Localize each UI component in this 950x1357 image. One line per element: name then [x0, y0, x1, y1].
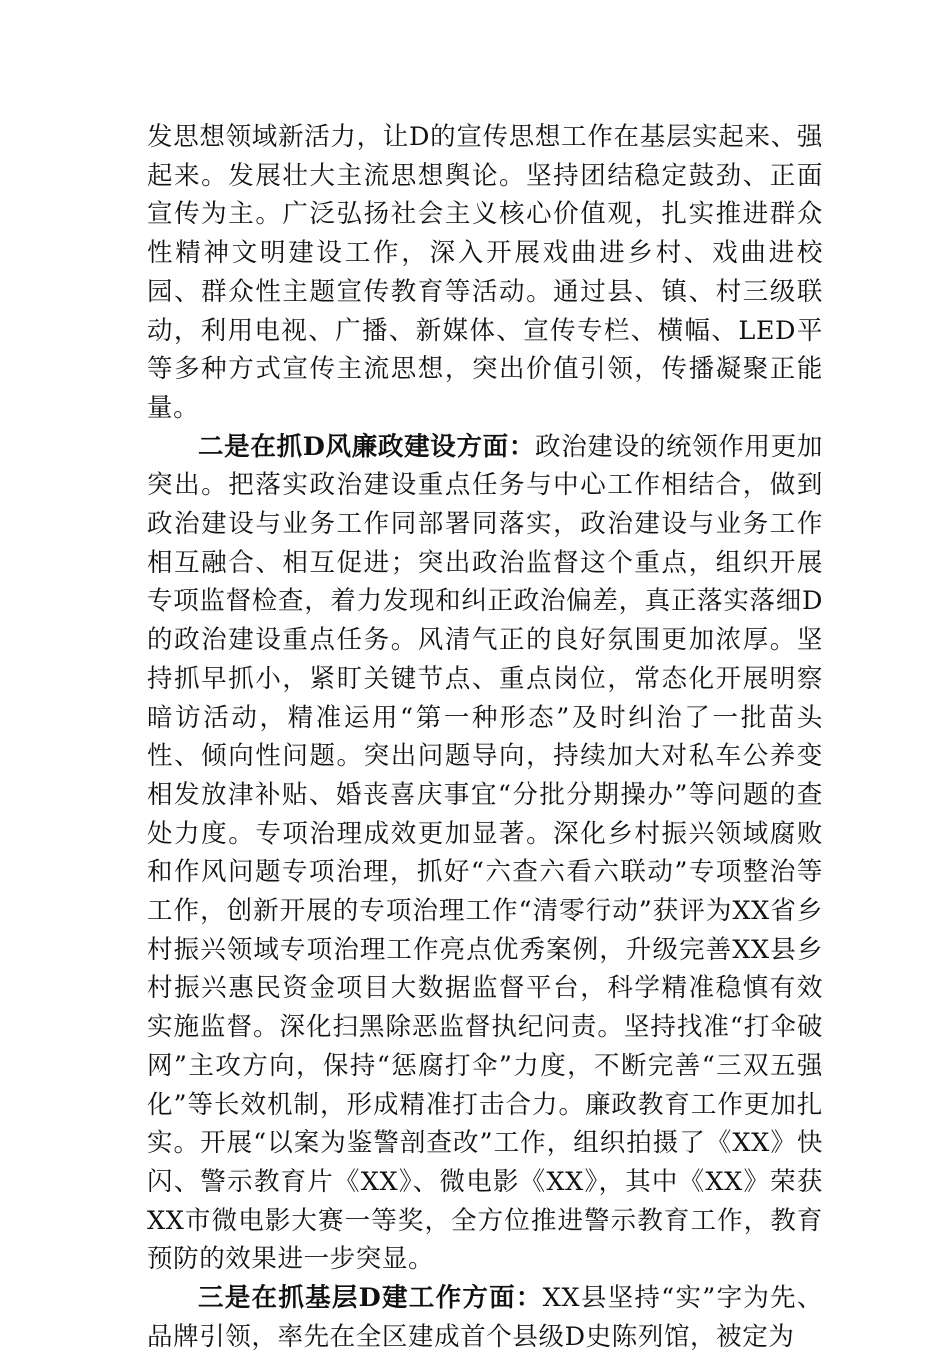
- paragraph-lead-heading: 二是在抓D风廉政建设方面：: [198, 431, 536, 462]
- paragraph-body-text: XX县坚持“实”字为先、品牌引领，率先在全区建成首个县级D史陈列馆，被定为: [147, 1283, 823, 1352]
- paragraph-grassroots-building: [147, 1279, 823, 1356]
- paragraph-propaganda-work: [147, 118, 823, 428]
- paragraph-body-text: 发思想领域新活力，让D的宣传思想工作在基层实起来、强起来。发展壮大主流思想舆论。坚持团结稳定鼓劲、正面宣传为主。广泛弘扬社会主义核心价值观，扎实推进群众性精神文明建设工作，深入开展戏曲进乡村、戏曲进校园、群众性主题宣传教育等活动。通过县、镇、村三级联动，利用电视、广播、新媒体、宣传专栏、横幅、LED平等多种方式宣传主流思想，突出价值引领，传播凝聚正能量。: [147, 122, 823, 423]
- paragraph-clean-governance: [147, 428, 823, 1279]
- paragraph-lead-heading: 三是在抓基层D建工作方面：: [198, 1283, 543, 1314]
- paragraph-body-text: 政治建设的统领作用更加突出。把落实政治建设重点任务与中心工作相结合，做到政治建设与业务工作同部署同落实，政治建设与业务工作相互融合、相互促进；突出政治监督这个重点，组织开展专项监督检查，着力发现和纠正政治偏差，真正落实落细D的政治建设重点任务。风清气正的良好氛围更加浓厚。坚持抓早抓小，紧盯关键节点、重点岗位，常态化开展明察暗访活动，精准运用“第一种形态”及时纠治了一批苗头性、倾向性问题。突出问题导向，持续加大对私车公养变相发放津补贴、婚丧喜庆事宜“分批分期操办”等问题的查处力度。专项治理成效更加显著。深化乡村振兴领域腐败和作风问题专项治理，抓好“六查六看六联动”专项整治等工作，创新开展的专项治理工作“清零行动”获评为XX省乡村振兴领域专项治理工作亮点优秀案例，升级完善XX县乡村振兴惠民资金项目大数据监督平台，科学精准稳慎有效实施监督。深化扫黑除恶监督执纪问责。坚持找准“打伞破网”主攻方向，保持“惩腐打伞”力度，不断完善“三双五强化”等长效机制，形成精准打击合力。廉政教育工作更加扎实。开展“以案为鉴警剖查改”工作，组织拍摄了《XX》快闪、警示教育片《XX》、微电影《XX》，其中《XX》荣获XX市微电影大赛一等奖，全方位推进警示教育工作，教育预防的效果进一步突显。: [147, 431, 823, 1275]
- document-body: [147, 118, 823, 1357]
